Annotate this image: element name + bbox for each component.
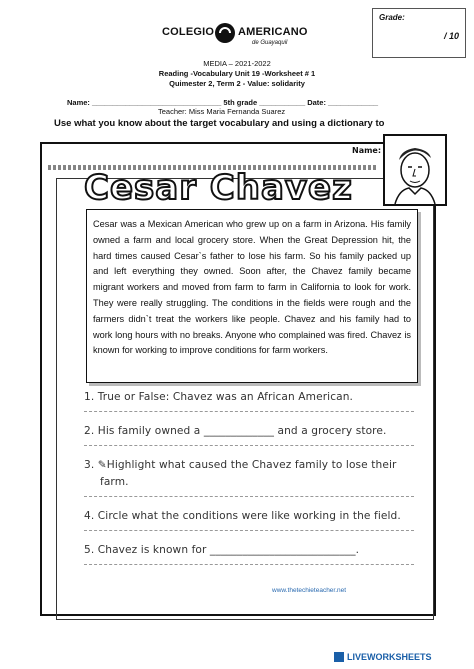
teacher-line: Teacher: Miss Maria Fernanda Suarez: [158, 107, 286, 116]
question-4[interactable]: 4. Circle what the conditions were like working in the field.: [84, 510, 401, 522]
answer-line: [84, 496, 414, 498]
school-emblem-icon: [214, 22, 236, 44]
liveworksheets-brand[interactable]: LIVEWORKSHEETS: [347, 652, 432, 662]
question-1[interactable]: 1. True or False: Chavez was an African American.: [84, 391, 353, 403]
school-logo: [162, 22, 312, 48]
school-subtitle: de Guayaquil: [252, 40, 288, 46]
media-line: MEDIA – 2021-2022: [203, 59, 271, 68]
quimester-line: Quimester 2, Term 2 - Value: solidarity: [169, 79, 305, 88]
question-3-cont: farm.: [100, 476, 129, 488]
answer-line: [84, 445, 414, 447]
answer-line: [84, 530, 414, 532]
school-name-1: COLEGIO: [162, 26, 215, 38]
unit-line: Reading -Vocabulary Unit 19 -Worksheet # 1: [158, 69, 316, 78]
question-2[interactable]: 2. His family owned a _____________ and a grocery store.: [84, 425, 387, 437]
question-3[interactable]: 3. ✎Highlight what caused the Chavez family to lose their: [84, 459, 397, 471]
grade-label: Grade:: [379, 13, 405, 22]
instruction-text: Use what you know about the target vocabulary and using a dictionary to: [54, 118, 385, 129]
worksheet-name-tag: Name:: [352, 146, 382, 155]
worksheet-title: Cesar Chavez: [84, 168, 353, 208]
reading-passage: Cesar was a Mexican American who grew up on a farm in Arizona. His family owned a farm and local grocery store. When the Great Depression hit, the hard times caused Cesar`s father to lose his farm. So his family packed up and left everything they owned. Soon after, the Chavez family became migrant workers and moved from farm to farm in California to look for work. They were really struggling. The conditions in the fields were rough and the farmers didn`t treat the workers like people. Chavez and his family had to work long hours with no breaks. Anyone who complained was fired. Chavez is known for working to improve conditions for farm workers.: [93, 219, 411, 356]
question-5[interactable]: 5. Chavez is known for ___________________________.: [84, 544, 360, 556]
student-name-line[interactable]: Name: _______________________________ 5th grade ___________ Date: ____________: [67, 98, 379, 107]
grade-box: [372, 8, 466, 58]
school-name-2: AMERICANO: [238, 26, 308, 38]
chavez-portrait: [383, 134, 447, 206]
portrait-sketch-icon: [385, 136, 445, 204]
answer-line: [84, 411, 414, 413]
answer-line: [84, 564, 414, 566]
credit-link[interactable]: www.thetechieteacher.net: [272, 587, 347, 594]
grade-score: / 10: [443, 31, 459, 41]
liveworksheets-logo-icon: [334, 652, 344, 662]
